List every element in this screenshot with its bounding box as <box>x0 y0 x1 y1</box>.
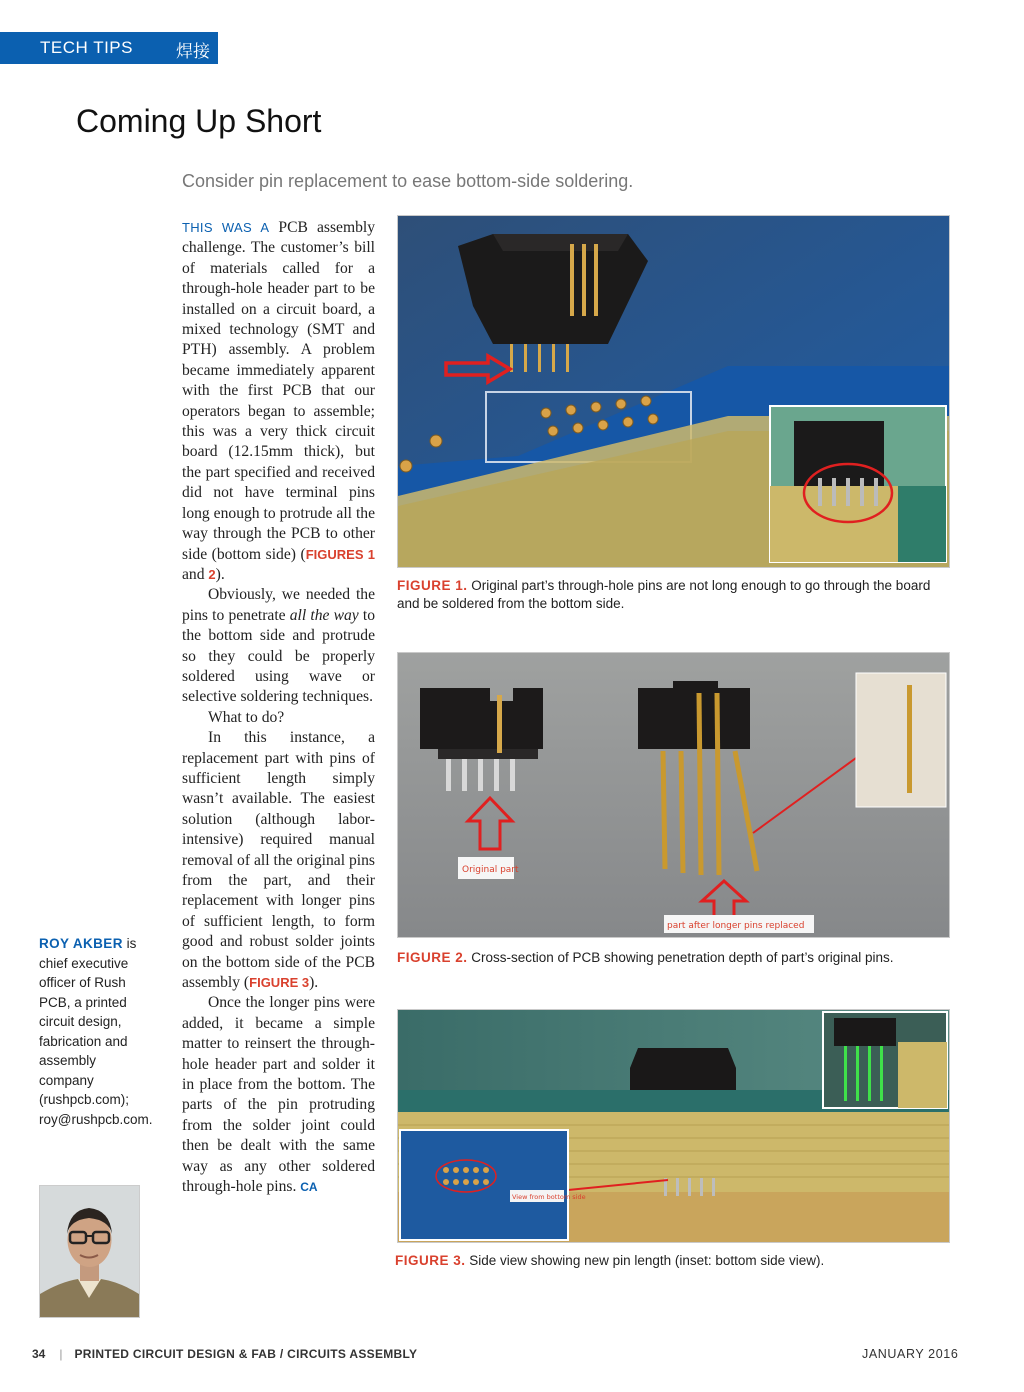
figure-1-caption <box>397 577 948 612</box>
paragraph-1-text: PCB assembly challenge. The customer’s bill of materials called for a through-hole header part to be installed on a circuit board, a mixed technology (SMT and PTH) assembly. A problem became immediately apparent with the first PCB that our operators began to assemble; this was a very thick circuit board (12.15mm thick), but the part specified and received did not have terminal pins long enough to protrude all the way through the PCB to other side (bottom side) ( <box>182 219 376 563</box>
lead-in: THIS WAS A <box>182 220 270 235</box>
paragraph-1 <box>182 218 375 585</box>
paragraph-1-end: ). <box>215 565 225 583</box>
section-label-chinese: 焊接 <box>176 42 210 62</box>
figure-3-label: FIGURE 3. <box>395 1253 466 1268</box>
issue-date: JANUARY 2016 <box>862 1347 959 1361</box>
article-subtitle: Consider pin replacement to ease bottom-side soldering. <box>182 171 634 191</box>
paragraph-4-end: ). <box>309 974 319 992</box>
figure-3-photo <box>397 1009 950 1243</box>
end-mark: CA <box>300 1180 318 1195</box>
paragraph-5 <box>182 993 375 1197</box>
paragraph-4 <box>182 728 375 993</box>
figure-1-label: FIGURE 1. <box>397 578 468 593</box>
figure-1-photo <box>397 215 950 568</box>
author-name: ROY AKBER <box>39 936 123 951</box>
figure-3-caption <box>395 1252 948 1270</box>
publication-name: PRINTED CIRCUIT DESIGN & FAB / CIRCUITS ASSEMBLY <box>74 1347 418 1361</box>
figure-ref-1: FIGURES 1 <box>305 546 375 562</box>
article-body <box>182 218 375 1198</box>
paragraph-2-text-end: to the bottom side and protrude so they could be properly soldered using wave or selective soldering techniques. <box>182 606 375 706</box>
figure-2-caption <box>397 949 948 967</box>
section-label: TECH TIPS <box>40 38 133 57</box>
paragraph-4-text: In this instance, a replacement part with pins of sufficient length simply wasn’t available. The easiest solution (although labor-intensive) required manual removal of all the original pins from the part, and their replacement with longer pins of sufficient length, to form good and robust solder joints on the bottom side of the PCB assembly ( <box>182 729 375 992</box>
figure-2-caption-text: Cross-section of PCB showing penetration depth of part’s original pins. <box>467 950 894 965</box>
inset-annotation: View from bottom side <box>512 1193 586 1201</box>
original-part-annotation: Original part <box>462 865 519 875</box>
paragraph-2-emphasis: all the way <box>289 606 359 624</box>
paragraph-1-and: and <box>182 565 209 583</box>
paragraph-3: What to do? <box>208 708 285 726</box>
figure-1-caption-text: Original part’s through-hole pins are not long enough to go through the board and be soldered from the bottom side. <box>397 578 931 611</box>
replaced-part-annotation: part after longer pins replaced <box>667 921 805 931</box>
page-number: 34 <box>32 1347 46 1361</box>
figure-2-label: FIGURE 2. <box>397 950 468 965</box>
author-bio <box>39 934 153 1129</box>
article-title: Coming Up Short <box>76 103 322 139</box>
paragraph-5-text: Once the longer pins were added, it became a simple matter to reinsert the through-hole header part and solder it in place from the bottom. The parts of the pin protruding from the solder joint could then be dealt with the same way as any other soldered through-hole pins. <box>182 994 375 1196</box>
footer-separator: | <box>59 1347 63 1361</box>
figure-ref-2: 2 <box>208 566 216 582</box>
footer <box>32 1347 417 1361</box>
figure-3-caption-text: Side view showing new pin length (inset: bottom side view). <box>465 1253 825 1268</box>
figure-2-photo <box>397 652 950 938</box>
paragraph-2-text: Obviously, we needed the pins to penetrate <box>182 586 375 624</box>
paragraph-2 <box>182 585 375 707</box>
author-photo <box>39 1185 140 1318</box>
figure-ref-3: FIGURE 3 <box>249 975 310 991</box>
author-bio-text: is chief executive officer of Rush PCB, a printed circuit design, fabrication and assembly company (rushpcb.com); roy@rushpcb.com. <box>39 936 153 1127</box>
section-band <box>0 32 218 64</box>
